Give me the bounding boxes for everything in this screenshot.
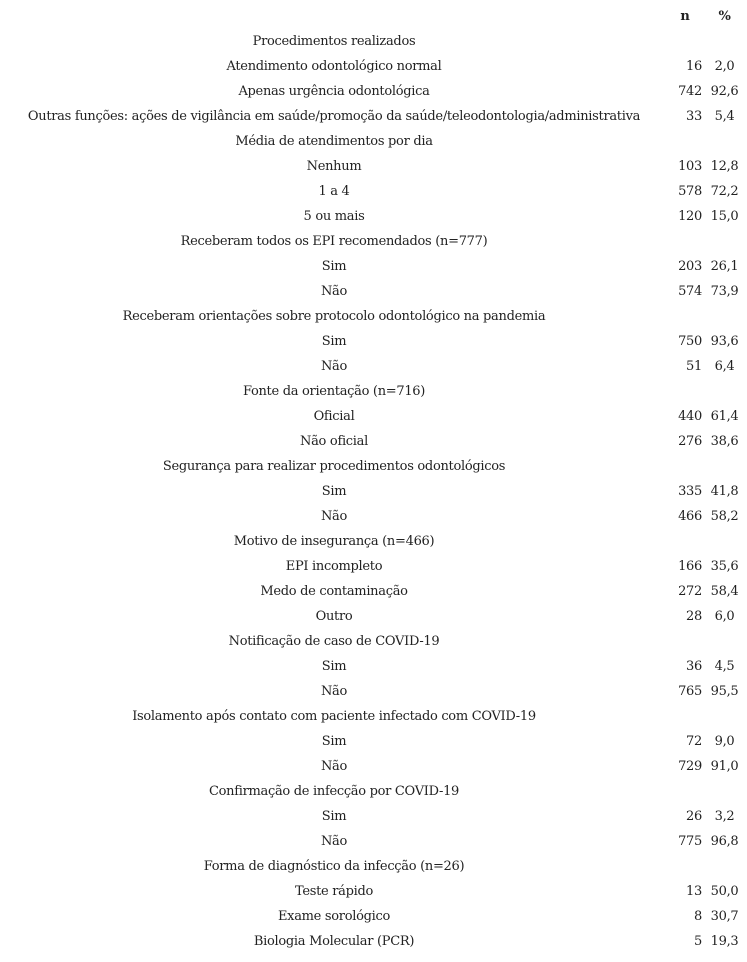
row-label: EPI incompleto bbox=[285, 559, 383, 574]
row-n-value: 578 bbox=[678, 184, 702, 199]
row-n-value: 28 bbox=[686, 609, 702, 624]
section-pct bbox=[702, 29, 747, 54]
section-header-row bbox=[0, 129, 747, 154]
section-n bbox=[668, 779, 702, 804]
row-percent-value: 96,8 bbox=[710, 834, 739, 849]
row-percent-value: 41,8 bbox=[710, 484, 739, 499]
row-label: Teste rápido bbox=[294, 884, 374, 899]
row-percent-value: 73,9 bbox=[710, 284, 739, 299]
row-percent-value: 72,2 bbox=[710, 184, 739, 199]
row-percent-value: 58,4 bbox=[710, 584, 739, 599]
table-row bbox=[0, 429, 747, 454]
header-pct: % bbox=[718, 9, 731, 24]
section-pct bbox=[702, 454, 747, 479]
section-n bbox=[668, 529, 702, 554]
row-percent-value: 12,8 bbox=[710, 159, 739, 174]
row-n-value: 203 bbox=[678, 259, 702, 274]
section-n bbox=[668, 704, 702, 729]
row-percent-value: 9,0 bbox=[714, 734, 735, 749]
row-label: Sim bbox=[321, 259, 347, 274]
row-label: 1 a 4 bbox=[318, 184, 350, 199]
table-row bbox=[0, 504, 747, 529]
row-label: Nenhum bbox=[306, 159, 362, 174]
row-label: Não bbox=[320, 359, 348, 374]
row-percent-value: 6,4 bbox=[714, 359, 735, 374]
row-label: Sim bbox=[321, 659, 347, 674]
row-n-value: 26 bbox=[686, 809, 702, 824]
table-row bbox=[0, 829, 747, 854]
table-row bbox=[0, 179, 747, 204]
table-row bbox=[0, 79, 747, 104]
section-title: Segurança para realizar procedimentos odontológicos bbox=[162, 459, 506, 474]
row-percent-value: 2,0 bbox=[714, 59, 735, 74]
results-table bbox=[0, 4, 747, 954]
row-percent-value: 50,0 bbox=[710, 884, 739, 899]
row-n-value: 33 bbox=[686, 109, 702, 124]
row-percent-value: 92,6 bbox=[710, 84, 739, 99]
section-pct bbox=[702, 304, 747, 329]
section-n bbox=[668, 454, 702, 479]
table-row bbox=[0, 254, 747, 279]
header-label bbox=[0, 4, 668, 29]
section-header-row bbox=[0, 454, 747, 479]
section-header-row bbox=[0, 229, 747, 254]
row-label: Sim bbox=[321, 809, 347, 824]
table-row bbox=[0, 579, 747, 604]
row-percent-value: 30,7 bbox=[710, 909, 739, 924]
table-row bbox=[0, 804, 747, 829]
section-n bbox=[668, 229, 702, 254]
section-title: Forma de diagnóstico da infecção (n=26) bbox=[203, 859, 465, 874]
row-label: Não bbox=[320, 284, 348, 299]
section-pct bbox=[702, 229, 747, 254]
row-n-value: 750 bbox=[678, 334, 702, 349]
row-label: Não bbox=[320, 509, 348, 524]
table-row bbox=[0, 554, 747, 579]
table-row bbox=[0, 54, 747, 79]
table-row bbox=[0, 929, 747, 954]
row-percent-value: 38,6 bbox=[710, 434, 739, 449]
row-percent-value: 4,5 bbox=[714, 659, 735, 674]
section-n bbox=[668, 629, 702, 654]
row-label: Medo de contaminação bbox=[260, 584, 408, 599]
row-label: Oficial bbox=[313, 409, 355, 424]
row-percent-value: 5,4 bbox=[714, 109, 735, 124]
table-row bbox=[0, 104, 747, 129]
row-n-value: 272 bbox=[678, 584, 702, 599]
table-row bbox=[0, 154, 747, 179]
section-n bbox=[668, 129, 702, 154]
table-row bbox=[0, 879, 747, 904]
row-n-value: 729 bbox=[678, 759, 702, 774]
row-n-value: 36 bbox=[686, 659, 702, 674]
row-n-value: 276 bbox=[678, 434, 702, 449]
section-title: Motivo de insegurança (n=466) bbox=[233, 534, 435, 549]
section-n bbox=[668, 29, 702, 54]
section-pct bbox=[702, 854, 747, 879]
table-row bbox=[0, 354, 747, 379]
table-row bbox=[0, 904, 747, 929]
section-title: Receberam orientações sobre protocolo odontológico na pandemia bbox=[122, 309, 546, 324]
row-n-value: 335 bbox=[678, 484, 702, 499]
row-label: Exame sorológico bbox=[277, 909, 391, 924]
section-pct bbox=[702, 779, 747, 804]
row-n-value: 120 bbox=[678, 209, 702, 224]
table-row bbox=[0, 404, 747, 429]
section-header-row bbox=[0, 779, 747, 804]
row-n-value: 13 bbox=[686, 884, 702, 899]
table-row bbox=[0, 329, 747, 354]
row-n-value: 8 bbox=[694, 909, 702, 924]
header-n: n bbox=[680, 9, 690, 24]
row-n-value: 742 bbox=[678, 84, 702, 99]
row-n-value: 5 bbox=[694, 934, 702, 949]
row-n-value: 765 bbox=[678, 684, 702, 699]
section-header-row bbox=[0, 29, 747, 54]
section-header-row bbox=[0, 629, 747, 654]
row-percent-value: 26,1 bbox=[710, 259, 739, 274]
row-label: Não oficial bbox=[300, 434, 368, 449]
section-title: Procedimentos realizados bbox=[252, 34, 416, 49]
section-header-row bbox=[0, 379, 747, 404]
row-percent-value: 6,0 bbox=[714, 609, 735, 624]
section-n bbox=[668, 379, 702, 404]
row-n-value: 103 bbox=[678, 159, 702, 174]
row-n-value: 16 bbox=[686, 59, 702, 74]
row-n-value: 775 bbox=[678, 834, 702, 849]
row-label: Não bbox=[320, 759, 348, 774]
row-n-value: 574 bbox=[678, 284, 702, 299]
row-n-value: 72 bbox=[686, 734, 702, 749]
header-row bbox=[0, 4, 747, 29]
row-n-value: 51 bbox=[686, 359, 702, 374]
section-header-row bbox=[0, 854, 747, 879]
section-title: Confirmação de infecção por COVID-19 bbox=[208, 784, 460, 799]
row-label: Biologia Molecular (PCR) bbox=[253, 934, 415, 949]
row-label: 5 ou mais bbox=[303, 209, 365, 224]
section-title: Fonte da orientação (n=716) bbox=[242, 384, 426, 399]
section-header-row bbox=[0, 304, 747, 329]
row-n-value: 466 bbox=[678, 509, 702, 524]
row-label: Apenas urgência odontológica bbox=[238, 84, 430, 99]
row-label: Não bbox=[320, 834, 348, 849]
table-row bbox=[0, 204, 747, 229]
section-pct bbox=[702, 529, 747, 554]
row-percent-value: 95,5 bbox=[710, 684, 739, 699]
section-pct bbox=[702, 129, 747, 154]
table-row bbox=[0, 479, 747, 504]
section-pct bbox=[702, 629, 747, 654]
row-label: Sim bbox=[321, 484, 347, 499]
table-row bbox=[0, 729, 747, 754]
row-label: Outro bbox=[315, 609, 353, 624]
section-header-row bbox=[0, 529, 747, 554]
section-title: Média de atendimentos por dia bbox=[235, 134, 433, 149]
table-row bbox=[0, 654, 747, 679]
table-row bbox=[0, 754, 747, 779]
section-n bbox=[668, 854, 702, 879]
row-percent-value: 15,0 bbox=[710, 209, 739, 224]
section-n bbox=[668, 304, 702, 329]
row-percent-value: 3,2 bbox=[714, 809, 735, 824]
row-label: Não bbox=[320, 684, 348, 699]
section-title: Isolamento após contato com paciente infectado com COVID-19 bbox=[132, 709, 536, 724]
row-label: Sim bbox=[321, 734, 347, 749]
row-percent-value: 58,2 bbox=[710, 509, 739, 524]
section-title: Notificação de caso de COVID-19 bbox=[228, 634, 440, 649]
row-n-value: 166 bbox=[678, 559, 702, 574]
section-header-row bbox=[0, 704, 747, 729]
row-label: Atendimento odontológico normal bbox=[226, 59, 442, 74]
section-pct bbox=[702, 379, 747, 404]
row-n-value: 440 bbox=[678, 409, 702, 424]
table-row bbox=[0, 604, 747, 629]
row-percent-value: 19,3 bbox=[710, 934, 739, 949]
table-row bbox=[0, 679, 747, 704]
section-title: Receberam todos os EPI recomendados (n=777) bbox=[180, 234, 488, 249]
row-percent-value: 35,6 bbox=[710, 559, 739, 574]
section-pct bbox=[702, 704, 747, 729]
row-label: Outras funções: ações de vigilância em saúde/promoção da saúde/teleodontologia/administrativa bbox=[27, 109, 641, 124]
row-percent-value: 61,4 bbox=[710, 409, 739, 424]
table-row bbox=[0, 279, 747, 304]
row-percent-value: 91,0 bbox=[710, 759, 739, 774]
row-percent-value: 93,6 bbox=[710, 334, 739, 349]
row-label: Sim bbox=[321, 334, 347, 349]
table-body bbox=[0, 29, 747, 954]
